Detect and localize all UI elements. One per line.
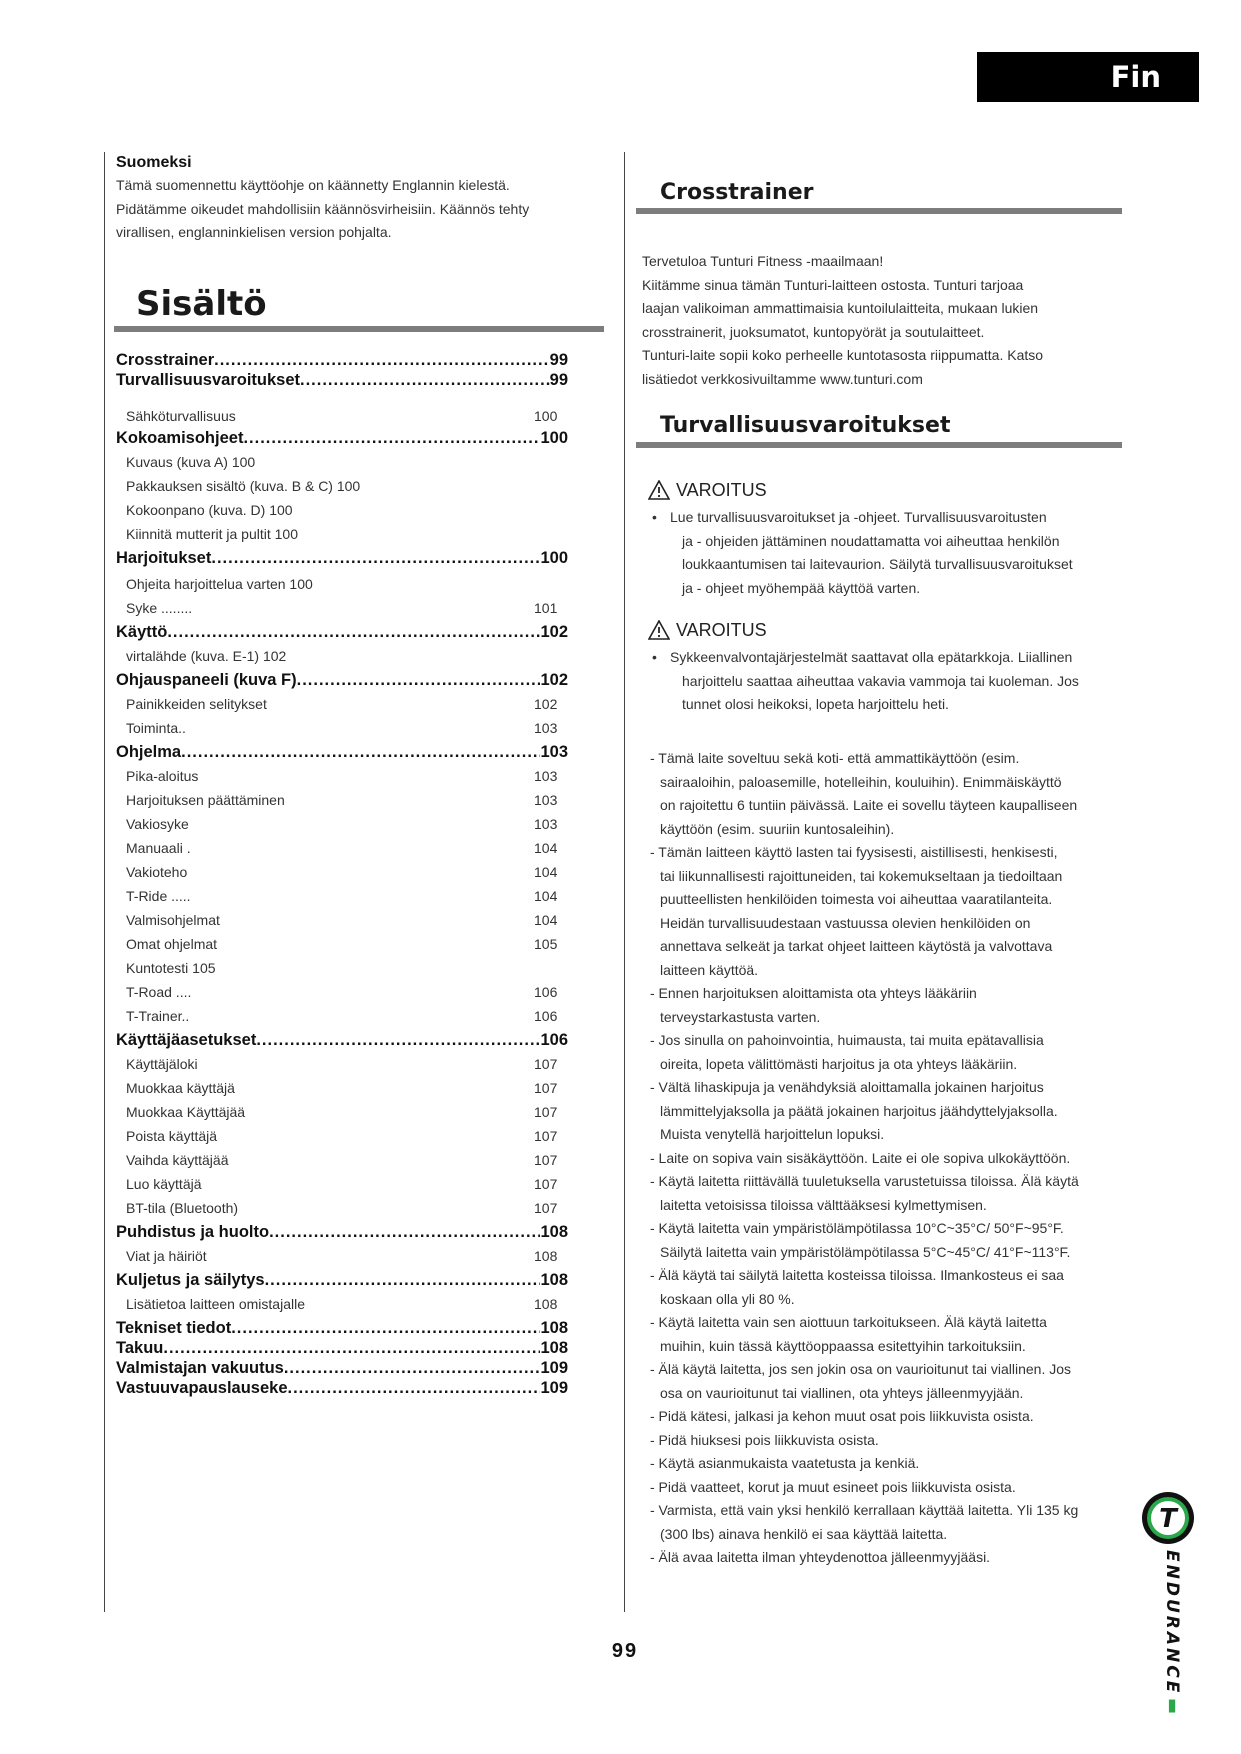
toc-label: Poista käyttäjä (126, 1128, 218, 1144)
toc-leader-dots (181, 742, 540, 762)
toc-main-entry (116, 622, 568, 642)
toc-sub-entry (126, 574, 556, 594)
toc-sub-entry (126, 452, 556, 472)
toc-label: Kiinnitä mutterit ja pultit 100 (126, 526, 298, 542)
rule-line: - Ennen harjoituksen aloittamista ota yhteys lääkäriin (650, 985, 977, 1001)
language-tab: Fin (977, 52, 1199, 102)
toc-sub-entry (126, 766, 556, 786)
toc-leader-dots (256, 1030, 540, 1050)
toc-sub-entry (126, 886, 556, 906)
warning-2 (648, 618, 1148, 717)
toc-main-entry (116, 1338, 568, 1358)
warning-title (648, 478, 1148, 502)
toc-page: 107 (534, 1152, 558, 1168)
toc-leader-dots (243, 428, 540, 448)
toc-main-entry (116, 1378, 568, 1398)
toc-leader-dots (300, 370, 550, 390)
toc-page: 102 (534, 696, 558, 712)
warning-triangle-icon (648, 620, 670, 640)
toc-page: 104 (534, 840, 558, 856)
toc-label: Kokoonpano (kuva. D) 100 (126, 502, 293, 518)
welcome-line: lisätiedot verkkosivuiltamme www.tunturi.com (642, 370, 923, 387)
warning-triangle-icon (648, 480, 670, 500)
toc-page: 102 (540, 623, 568, 641)
toc-sub-entry (126, 1174, 556, 1194)
toc-label: Manuaali . (126, 840, 191, 856)
rule-line: - Pidä hiuksesi pois liikkuvista osista. (650, 1431, 879, 1448)
rule-line: - Tämän laitteen käyttö lasten tai fyysisesti, aistillisesti, henkisesti, (650, 844, 1058, 860)
toc-label: Painikkeiden selitykset (126, 696, 267, 712)
warning-line: tunnet olosi heikoksi, lopeta harjoittelu heti. (682, 696, 949, 712)
toc-main-entry (116, 742, 568, 762)
toc-page: 108 (540, 1339, 568, 1357)
toc-main-entry (116, 1030, 568, 1050)
toc-page: 100 (540, 429, 568, 447)
toc-label: Käyttö (116, 623, 168, 641)
toc-heading-rule (114, 326, 604, 332)
toc-label: Lisätietoa laitteen omistajalle (126, 1296, 305, 1312)
toc-sub-entry (126, 862, 556, 882)
toc-label: Crosstrainer (116, 351, 215, 369)
intro-text (116, 174, 596, 245)
toc-label: Sähköturvallisuus (126, 408, 236, 424)
toc-page: 107 (534, 1200, 558, 1216)
toc-sub-entry (126, 814, 556, 834)
toc-sub-entry (126, 646, 556, 666)
warning-1 (648, 478, 1148, 600)
toc-label: Luo käyttäjä (126, 1176, 202, 1192)
toc-label: Vaihda käyttäjää (126, 1152, 229, 1168)
toc-page: 103 (534, 720, 558, 736)
safety-rule (636, 442, 1122, 448)
rule-line: Heidän turvallisuudestaan vastuussa olevien henkilöiden on (660, 914, 1031, 931)
toc-page: 101 (534, 600, 558, 616)
warning-line: ja - ohjeet myöhempää käyttöä varten. (682, 579, 921, 596)
toc-page: 103 (534, 792, 558, 808)
toc-label: T-Trainer.. (126, 1008, 190, 1024)
toc-main-entry (116, 548, 568, 568)
toc-label: Omat ohjelmat (126, 936, 218, 952)
warning-line: loukkaantumisen tai laitevaurion. Säilytä turvallisuusvaroitukset (682, 556, 1073, 572)
warning-line: Lue turvallisuusvaroitukset ja -ohjeet. Turvallisuusvaroitusten (670, 509, 1047, 525)
rule-line: - Älä avaa laitetta ilman yhteydenottoa jälleenmyyjääsi. (650, 1549, 991, 1565)
brand-name: ENDURANCE (1162, 1550, 1182, 1696)
toc-sub-entry (126, 1078, 556, 1098)
warning-label: VAROITUS (676, 620, 767, 640)
toc-page: 106 (534, 984, 558, 1000)
toc-leader-dots (284, 1358, 541, 1378)
rule-line: - Pidä vaatteet, korut ja muut esineet pois liikkuvista osista. (650, 1478, 1016, 1495)
toc-sub-entry (126, 694, 556, 714)
toc-page: 99 (549, 351, 568, 369)
toc-label: Viat ja häiriöt (126, 1248, 207, 1264)
rule-line: Muista venytellä harjoittelun lopuksi. (660, 1126, 885, 1142)
toc-sub-entry (126, 910, 556, 930)
toc-label: Harjoituksen päättäminen (126, 792, 285, 808)
page-number: 99 (611, 1640, 639, 1662)
intro-section (116, 152, 596, 245)
toc-page: 109 (540, 1359, 568, 1377)
toc-main-entry (116, 1358, 568, 1378)
toc-label: Puhdistus ja huolto (116, 1223, 270, 1241)
toc-sub-entry (126, 1246, 556, 1266)
toc-label: T-Ride ..... (126, 888, 191, 904)
toc-label: T-Road .... (126, 984, 192, 1000)
rule-line: - Laite on sopiva vain sisäkäyttöön. Laite ei ole sopiva ulkokäyttöön. (650, 1149, 1071, 1166)
rule-line: oireita, lopeta välittömästi harjoitus ja ota yhteys lääkäriin. (660, 1055, 1018, 1072)
toc-label: Ohjeita harjoittelua varten 100 (126, 576, 313, 592)
toc-leader-dots (167, 622, 540, 642)
toc-leader-dots (269, 1222, 540, 1242)
toc-page: 103 (534, 768, 558, 784)
warning-line: Sykkeenvalvontajärjestelmät saattavat olla epätarkkoja. Liiallinen (670, 649, 1073, 665)
toc-page: 104 (534, 912, 558, 928)
toc-page: 99 (549, 371, 568, 389)
toc-page: 102 (540, 671, 568, 689)
toc-label: Ohjauspaneeli (kuva F) (116, 671, 297, 689)
brand-wordmark (1152, 1550, 1182, 1718)
rule-line: - Käytä laitetta riittävällä tuuletuksella varustetuissa tiloissa. Älä käytä (650, 1173, 1079, 1189)
toc-label: Pika-aloitus (126, 768, 199, 784)
rule-line: - Pidä kätesi, jalkasi ja kehon muut osat pois liikkuvista osista. (650, 1408, 1034, 1424)
toc-label: BT-tila (Bluetooth) (126, 1200, 239, 1216)
toc-sub-entry (126, 1006, 556, 1026)
toc-label: Syke ........ (126, 600, 193, 616)
toc-sub-entry (126, 1294, 556, 1314)
tunturi-logo (1140, 1490, 1196, 1546)
toc-leader-dots (265, 1270, 541, 1290)
rule-line: - Älä käytä tai säilytä laitetta kosteissa tiloissa. Ilmankosteus ei saa (650, 1267, 1064, 1283)
rule-line: annettava selkeät ja tarkat ohjeet laitteen käytöstä ja valvottava (660, 938, 1053, 954)
crosstrainer-heading: Crosstrainer (660, 180, 814, 205)
rule-line: - Vältä lihaskipuja ja venähdyksiä aloittamalla jokainen harjoitus (650, 1079, 1044, 1095)
warning-line: ja - ohjeiden jättäminen noudattamatta voi aiheuttaa henkilön (682, 532, 1060, 549)
toc-heading: Sisältö (136, 284, 267, 324)
toc-leader-dots (163, 1338, 540, 1358)
toc-main-entry (116, 1222, 568, 1242)
toc-label: Muokkaa käyttäjä (126, 1080, 235, 1096)
crosstrainer-rule (636, 208, 1122, 214)
bullet: • (652, 649, 657, 665)
toc-main-entry (116, 428, 568, 448)
toc-label: Kokoamisohjeet (116, 429, 244, 447)
brand-accent-bar: ▮ (1162, 1695, 1182, 1719)
toc-label: Pakkauksen sisältö (kuva. B & C) 100 (126, 478, 361, 494)
rule-line: Säilytä laitetta vain ympäristölämpötilassa 5°C~45°C/ 41°F~113°F. (660, 1243, 1071, 1260)
intro-title: Suomeksi (116, 154, 192, 171)
rule-line: - Älä käytä laitetta, jos sen jokin osa on vaurioitunut tai viallinen. Jos (650, 1361, 1072, 1377)
rule-line: (300 lbs) ainava henkilö ei saa käyttää laitetta. (660, 1525, 948, 1542)
toc-page: 107 (534, 1104, 558, 1120)
toc-label: virtalähde (kuva. E-1) 102 (126, 648, 287, 664)
toc-label: Vastuuvapauslauseke (116, 1379, 288, 1397)
toc-sub-entry (126, 524, 556, 544)
toc-sub-entry (126, 598, 556, 618)
toc-label: Käyttäjäasetukset (116, 1031, 257, 1049)
toc-page: 107 (534, 1056, 558, 1072)
toc-sub-entry (126, 406, 556, 426)
toc-sub-entry (126, 982, 556, 1002)
toc-main-entry (116, 370, 568, 390)
toc-leader-dots (288, 1378, 541, 1398)
toc-label: Vakiosyke (126, 816, 189, 832)
column-divider (624, 152, 625, 1612)
toc-main-entry (116, 1318, 568, 1338)
rule-line: on rajoitettu 6 tuntiin päivässä. Laite ei sovellu täyteen kaupalliseen (660, 797, 1078, 813)
rule-line: - Tämä laite soveltuu sekä koti- että ammattikäyttöön (esim. (650, 750, 1020, 766)
warning-body (648, 506, 1148, 600)
rule-line: laitteen käyttöä. (660, 961, 759, 978)
rule-line: terveystarkastusta varten. (660, 1008, 821, 1025)
rule-line: - Jos sinulla on pahoinvointia, huimausta, tai muita epätavallisia (650, 1032, 1044, 1048)
toc-page: 100 (540, 549, 568, 567)
welcome-line: Tervetuloa Tunturi Fitness -maailmaan! (642, 253, 884, 269)
toc-page: 107 (534, 1176, 558, 1192)
welcome-text (642, 250, 1142, 391)
rule-line: laitetta vetoisissa tiloissa välttääksesi kylmettymisen. (660, 1196, 987, 1213)
toc-page: 104 (534, 888, 558, 904)
toc-label: Käyttäjäloki (126, 1056, 198, 1072)
rule-line: - Käytä asianmukaista vaatetusta ja kenkiä. (650, 1455, 920, 1471)
toc-sub-entry (126, 1198, 556, 1218)
welcome-line: Kiitämme sinua tämän Tunturi-laitteen ostosta. Tunturi tarjoaa (642, 276, 1024, 293)
toc-label: Valmistajan vakuutus (116, 1359, 284, 1377)
toc-page: 109 (540, 1379, 568, 1397)
toc-page: 105 (534, 936, 558, 952)
toc-sub-entry (126, 718, 556, 738)
rule-line: - Käytä laitetta vain ympäristölämpötilassa 10°C~35°C/ 50°F~95°F. (650, 1220, 1064, 1236)
warning-line: harjoittelu saattaa aiheuttaa vakavia vammoja tai kuoleman. Jos (682, 672, 1079, 689)
rule-line: koskaan olla yli 80 %. (660, 1290, 795, 1307)
toc-page: 107 (534, 1080, 558, 1096)
rule-line: - Varmista, että vain yksi henkilö kerrallaan käyttää laitetta. Yli 135 kg (650, 1502, 1079, 1518)
toc-leader-dots (297, 670, 541, 690)
welcome-line: Tunturi-laite sopii koko perheelle kuntotasosta riippumatta. Katso (642, 347, 1044, 363)
toc-label: Tekniset tiedot (116, 1319, 232, 1337)
rule-line: - Käytä laitetta vain sen aiottuun tarkoitukseen. Älä käytä laitetta (650, 1314, 1047, 1330)
toc-label: Takuu (116, 1339, 164, 1357)
warning-body (648, 646, 1148, 717)
toc-sub-entry (126, 934, 556, 954)
toc-page: 108 (534, 1248, 558, 1264)
intro-line: Tämä suomennettu käyttöohje on käännetty Englannin kielestä. (116, 177, 510, 193)
intro-line: virallisen, englanninkielisen version pohjalta. (116, 224, 392, 240)
rule-line: käyttöön (esim. suuriin kuntosaleihin). (660, 820, 895, 837)
toc-leader-dots (231, 1318, 540, 1338)
toc-page: 108 (540, 1319, 568, 1337)
warning-label: VAROITUS (676, 480, 767, 500)
toc-label: Valmisohjelmat (126, 912, 220, 928)
warning-title (648, 618, 1148, 642)
toc-page: 104 (534, 864, 558, 880)
toc-sub-entry (126, 790, 556, 810)
toc-sub-entry (126, 1102, 556, 1122)
bullet: • (652, 509, 657, 525)
rule-line: osa on vaurioitunut tai viallinen, ota yhteys jälleenmyyjään. (660, 1384, 1024, 1401)
toc-label: Harjoitukset (116, 549, 212, 567)
rule-line: puutteellisten henkilöiden toimesta voi aiheuttaa vaaratilanteita. (660, 891, 1053, 907)
toc-label: Kuntotesti 105 (126, 960, 216, 976)
toc-main-entry (116, 1270, 568, 1290)
welcome-line: laajan valikoiman ammattimaisia kuntoilulaitteita, mukaan lukien (642, 300, 1039, 316)
toc-sub-entry (126, 476, 556, 496)
toc-main-entry (116, 350, 568, 370)
toc-label: Turvallisuusvaroitukset (116, 371, 301, 389)
toc-label: Muokkaa Käyttäjää (126, 1104, 246, 1120)
toc-page: 106 (534, 1008, 558, 1024)
safety-rules-list (650, 747, 1150, 1570)
toc-page: 108 (540, 1223, 568, 1241)
toc-page: 107 (534, 1128, 558, 1144)
left-margin-line (104, 152, 105, 1612)
toc-label: Kuvaus (kuva A) 100 (126, 454, 256, 470)
rule-line: tai liikunnallisesti rajoittuneiden, tai kokemukseltaan ja tiedoiltaan (660, 867, 1063, 884)
rule-line: sairaaloihin, paloasemille, hotelleihin, kouluihin). Enimmäiskäyttö (660, 773, 1062, 790)
toc-label: Ohjelma (116, 743, 182, 761)
toc-page: 106 (540, 1031, 568, 1049)
toc-label: Vakioteho (126, 864, 188, 880)
toc-leader-dots (211, 548, 540, 568)
toc-leader-dots (214, 350, 550, 370)
toc-page: 108 (540, 1271, 568, 1289)
toc-sub-entry (126, 958, 556, 978)
welcome-line: crosstrainerit, juoksumatot, kuntopyörät ja soutulaitteet. (642, 323, 985, 340)
toc-sub-entry (126, 500, 556, 520)
toc-main-entry (116, 670, 568, 690)
toc-sub-entry (126, 1126, 556, 1146)
intro-line: Pidätämme oikeudet mahdollisiin käännösvirheisiin. Käännös tehty (116, 200, 530, 217)
toc-label: Kuljetus ja säilytys (116, 1271, 265, 1289)
rule-line: lämmittelyjaksolla ja päätä jokainen harjoitus jäähdyttelyjaksolla. (660, 1102, 1058, 1119)
toc-page: 103 (534, 816, 558, 832)
toc-label: Toiminta.. (126, 720, 186, 736)
toc-page: 100 (534, 408, 558, 424)
safety-heading: Turvallisuusvaroitukset (660, 413, 951, 438)
toc-page: 103 (540, 743, 568, 761)
toc-page: 108 (534, 1296, 558, 1312)
toc-sub-entry (126, 838, 556, 858)
rule-line: muihin, kuin tässä käyttöoppaassa esitettyihin tarkoituksiin. (660, 1337, 1026, 1354)
toc-sub-entry (126, 1150, 556, 1170)
logo-letter: T (1159, 1504, 1177, 1534)
toc-sub-entry (126, 1054, 556, 1074)
